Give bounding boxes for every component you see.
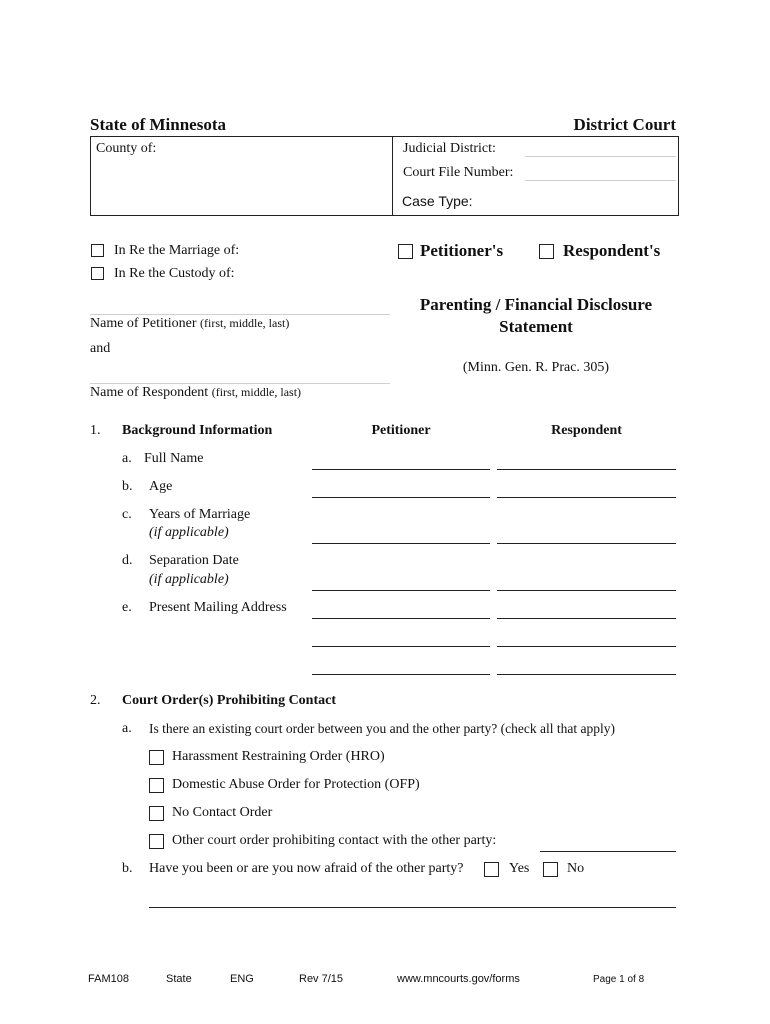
col-petitioner-header: Petitioner	[371, 423, 431, 438]
footer-revision: Rev 7/15	[299, 973, 344, 985]
other-order-field[interactable]	[540, 851, 676, 852]
form-title-line2: Statement	[499, 317, 573, 336]
form-title-line1: Parenting / Financial Disclosure	[419, 295, 653, 314]
case-info-box	[90, 136, 679, 216]
petitioner-years-marriage-field[interactable]	[312, 543, 490, 544]
footer-language: ENG	[230, 973, 254, 985]
respondent-years-marriage-field[interactable]	[497, 543, 676, 544]
petitioner-age-field[interactable]	[312, 497, 490, 498]
footer-url: www.mncourts.gov/forms	[397, 973, 520, 985]
footer-state: State	[166, 973, 192, 985]
section1-number: 1.	[90, 423, 101, 438]
petitioner-address-line1-field[interactable]	[312, 618, 490, 619]
no-contact-order-checkbox[interactable]	[149, 806, 164, 821]
section2-number: 2.	[90, 693, 101, 708]
item-e-letter: e.	[122, 600, 132, 615]
afraid-explanation-field[interactable]	[149, 907, 676, 908]
judicial-district-label: Judicial District:	[403, 141, 496, 156]
item-d-letter: d.	[122, 553, 133, 568]
respondent-hint: (first, middle, last)	[211, 385, 302, 399]
case-type-label: Case Type:	[402, 193, 473, 209]
court-heading: District Court	[573, 115, 676, 134]
respondent-full-name-field[interactable]	[497, 469, 676, 470]
col-respondent-header: Respondent	[551, 423, 622, 438]
item-years-marriage-note: (if applicable)	[149, 525, 229, 540]
item-years-marriage-label: Years of Marriage	[149, 507, 251, 522]
and-label: and	[90, 341, 111, 356]
hro-label: Harassment Restraining Order (HRO)	[172, 749, 385, 764]
judicial-district-field[interactable]	[525, 156, 676, 157]
afraid-no-checkbox[interactable]	[543, 862, 558, 877]
rule-citation: (Minn. Gen. R. Prac. 305)	[462, 360, 610, 375]
petitioner-hint: (first, middle, last)	[200, 316, 290, 330]
hro-checkbox[interactable]	[149, 750, 164, 765]
question-b-letter: b.	[122, 861, 133, 876]
question-b-text: Have you been or are you now afraid of the other party?	[149, 861, 464, 876]
item-separation-date-note: (if applicable)	[149, 572, 229, 587]
petitioner-name-field[interactable]	[90, 314, 390, 315]
court-file-number-field[interactable]	[525, 180, 676, 181]
respondent-age-field[interactable]	[497, 497, 676, 498]
section1-heading: Background Information	[122, 423, 273, 438]
case-box-divider	[392, 136, 393, 216]
ofp-checkbox[interactable]	[149, 778, 164, 793]
question-a-letter: a.	[122, 721, 132, 736]
respondent-address-line3-field[interactable]	[497, 674, 676, 675]
custody-checkbox[interactable]	[91, 267, 104, 280]
afraid-yes-checkbox[interactable]	[484, 862, 499, 877]
ofp-label: Domestic Abuse Order for Protection (OFP)	[172, 777, 420, 792]
item-mailing-address-label: Present Mailing Address	[149, 600, 287, 615]
other-order-checkbox[interactable]	[149, 834, 164, 849]
afraid-yes-label: Yes	[509, 861, 530, 876]
form-title	[390, 294, 682, 338]
other-order-label: Other court order prohibiting contact with the other party:	[172, 833, 497, 848]
respondent-label-text: Name of Respondent	[90, 385, 209, 400]
item-full-name-label: Full Name	[144, 451, 204, 466]
petitioner-separation-date-field[interactable]	[312, 590, 490, 591]
state-heading: State of Minnesota	[90, 115, 226, 134]
respondents-label: Respondent's	[563, 241, 661, 260]
respondent-separation-date-field[interactable]	[497, 590, 676, 591]
marriage-checkbox[interactable]	[91, 244, 104, 257]
respondents-checkbox[interactable]	[539, 244, 554, 259]
custody-label: In Re the Custody of:	[114, 266, 235, 281]
petitioner-label-text: Name of Petitioner	[90, 316, 197, 331]
item-c-letter: c.	[122, 507, 132, 522]
item-a-letter: a.	[122, 451, 132, 466]
court-file-number-label: Court File Number:	[403, 165, 514, 180]
petitioner-full-name-field[interactable]	[312, 469, 490, 470]
respondent-address-line2-field[interactable]	[497, 646, 676, 647]
marriage-label: In Re the Marriage of:	[114, 243, 240, 258]
petitioners-checkbox[interactable]	[398, 244, 413, 259]
item-separation-date-label: Separation Date	[149, 553, 239, 568]
petitioner-address-line2-field[interactable]	[312, 646, 490, 647]
respondent-address-line1-field[interactable]	[497, 618, 676, 619]
petitioner-address-line3-field[interactable]	[312, 674, 490, 675]
footer-form-number: FAM108	[88, 973, 129, 985]
respondent-name-field[interactable]	[90, 383, 390, 384]
respondent-name-label	[90, 385, 301, 401]
footer-page-number: Page 1 of 8	[593, 974, 645, 985]
petitioner-name-label	[90, 316, 289, 332]
question-a-text: Is there an existing court order between you and the other party? (check all that apply)	[149, 721, 615, 736]
no-contact-order-label: No Contact Order	[172, 805, 273, 820]
afraid-no-label: No	[567, 861, 585, 876]
item-age-label: Age	[149, 479, 173, 494]
petitioners-label: Petitioner's	[420, 241, 504, 260]
county-label: County of:	[96, 141, 157, 156]
section2-heading: Court Order(s) Prohibiting Contact	[122, 693, 336, 708]
item-b-letter: b.	[122, 479, 133, 494]
